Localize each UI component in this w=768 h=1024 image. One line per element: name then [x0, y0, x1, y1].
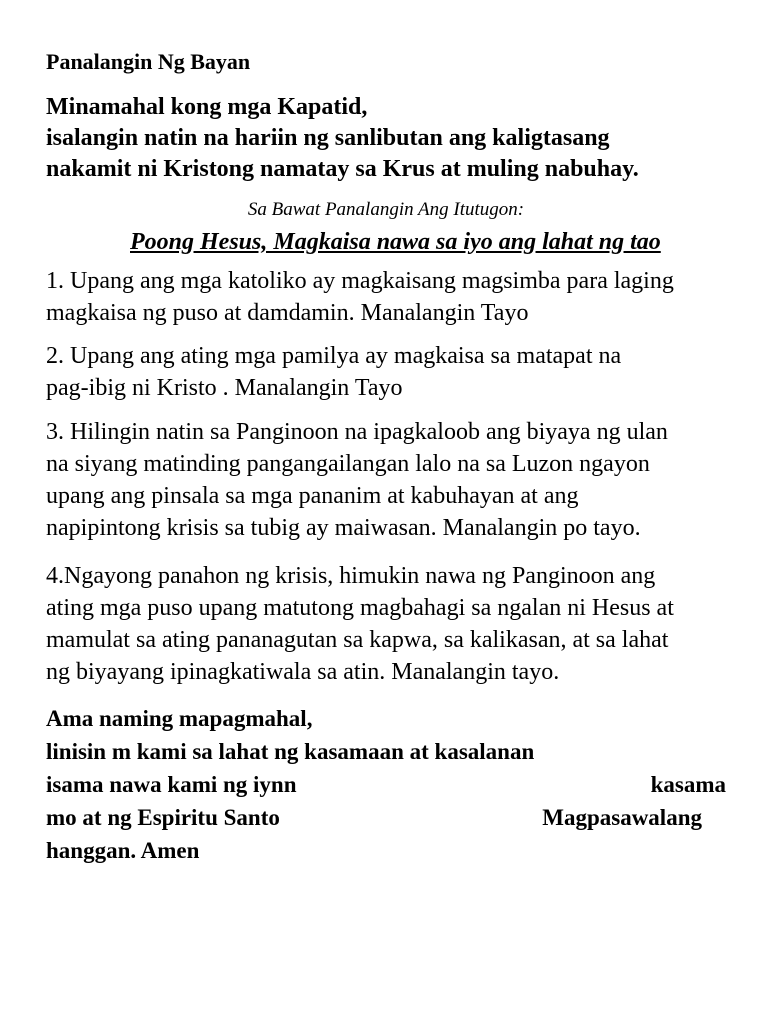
closing-prayer [46, 702, 726, 867]
intro-line: Minamahal kong mga Kapatid, [46, 94, 368, 120]
petition-2 [46, 340, 621, 404]
document-title: Panalangin Ng Bayan [46, 49, 251, 74]
closing-line-split [46, 768, 726, 801]
petition-line: mamulat sa ating pananagutan sa kapwa, sa kalikasan, at sa lahat [46, 627, 669, 653]
petition-4 [46, 560, 674, 688]
petition-line: magkaisa ng puso at damdamin. Manalangin Tayo [46, 300, 529, 326]
petition-line: ating mga puso upang matutong magbahagi sa ngalan ni Hesus at [46, 595, 674, 621]
intro-line: isalangin natin na hariin ng sanlibutan ang kaligtasang [46, 125, 610, 151]
intro-line: nakamit ni Kristong namatay sa Krus at muling nabuhay. [46, 156, 639, 182]
petition-line: 1. Upang ang mga katoliko ay magkaisang magsimba para laging [46, 268, 674, 294]
petition-line: napipintong krisis sa tubig ay maiwasan. Manalangin po tayo. [46, 515, 641, 541]
closing-line-left: isama nawa kami ng iynn [46, 772, 297, 797]
closing-line-split [46, 801, 726, 834]
closing-line: linisin m kami sa lahat ng kasamaan at kasalanan [46, 739, 535, 764]
petition-line: na siyang matinding pangangailangan lalo na sa Luzon ngayon [46, 451, 650, 477]
petition-line: 4.Ngayong panahon ng krisis, himukin nawa ng Panginoon ang [46, 563, 656, 589]
petition-line: 2. Upang ang ating mga pamilya ay magkaisa sa matapat na [46, 343, 622, 369]
closing-line-left: mo at ng Espiritu Santo [46, 805, 280, 830]
closing-line-right: Magpasawalang [542, 805, 702, 830]
petition-line: ng biyayang ipinagkatiwala sa atin. Manalangin tayo. [46, 659, 560, 685]
intro-paragraph [46, 92, 639, 185]
petition-3 [46, 416, 668, 544]
closing-line: Ama naming mapagmahal, [46, 706, 313, 731]
petition-line: upang ang pinsala sa mga pananim at kabuhayan at ang [46, 483, 579, 509]
response-text: Poong Hesus, Magkaisa nawa sa iyo ang lahat ng tao [130, 229, 661, 255]
response-instruction: Sa Bawat Panalangin Ang Itutugon: [247, 199, 525, 220]
petition-1 [46, 265, 674, 329]
petition-line: 3. Hilingin natin sa Panginoon na ipagkaloob ang biyaya ng ulan [46, 419, 668, 445]
petition-line: pag-ibig ni Kristo . Manalangin Tayo [46, 375, 403, 401]
closing-line-right: kasama [650, 772, 726, 797]
closing-line: hanggan. Amen [46, 838, 200, 863]
